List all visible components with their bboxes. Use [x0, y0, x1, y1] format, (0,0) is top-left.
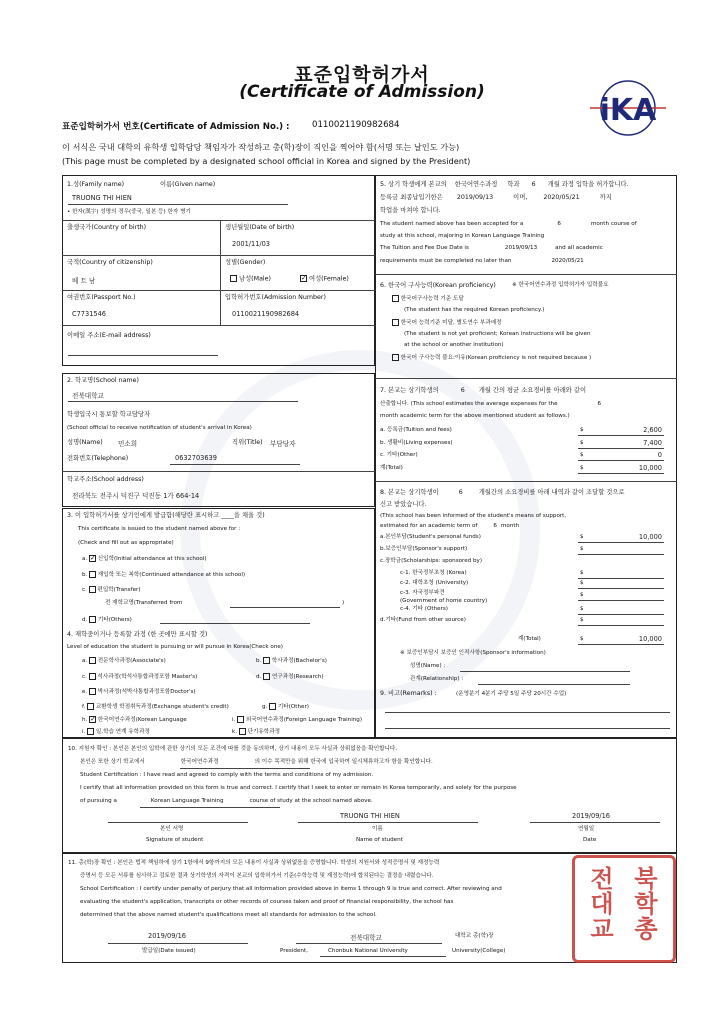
dob-value: 2001/11/03: [232, 240, 271, 248]
s7-other-value: 0: [657, 451, 662, 459]
section-2-box: [62, 373, 375, 507]
male-checkbox: [230, 275, 237, 282]
s7-total-label: 계(Total): [380, 465, 403, 471]
s11-line2: 증명서 등 모든 서류를 심사하고 검토한 결과 상기학생의 자격이 본교의 입학허가서 기준(수학능력 및 재정능력)에 합치된다는 결정을 내렸습니다.: [80, 873, 434, 879]
s8-c3b: (Government of home country): [400, 598, 488, 604]
s10-name-ko: 이름: [372, 826, 383, 832]
s8-sponsor-name: 성명(Name) :: [410, 663, 446, 669]
s4-a-checkbox: [89, 657, 96, 664]
s4-f-checkbox: [87, 703, 94, 710]
gender-label: 성별(Gender): [225, 259, 266, 266]
s8-b-label: b.보증인부담(Sponsor's support): [380, 546, 468, 552]
s11-en3: determined that the above named student's qualifications meet all standards for admission to the school.: [80, 912, 377, 918]
gender-female-option[interactable]: ✓ 여성(Female): [301, 274, 349, 283]
s5-line1: 5. 상기 학생에게 본교의 한국어연수과정 학과 6 개월 과정 입학을 허가합니다.: [380, 181, 629, 188]
s4-sub: Level of education the student is pursuing or will pursue in Korea(Check one): [67, 644, 283, 650]
s6-option-1[interactable]: 한국어구사능력 기준 도달: [392, 295, 464, 303]
s7-total-value: 10,000: [638, 464, 662, 472]
s11-president-en: President,: [280, 948, 308, 954]
s10-name-value: TRUONG THI HIEN: [340, 812, 400, 820]
s6-note: ※ 한국어연수과정 입학허가자 입력불요: [512, 282, 609, 288]
s11-en1: School Certification : I certify under penalty of perjury that all information provided above in items 1 through 9 is true and correct. After reviewing and: [80, 886, 502, 892]
s6-1-checkbox: [392, 295, 399, 302]
s5-line3: 학업을 마쳐야 합니다.: [380, 207, 441, 214]
female-checkbox: ✓: [301, 274, 307, 282]
s8-sponsor-relationship: 관계(Relationship) :: [410, 676, 464, 682]
given-name-label: 이름(Given name): [160, 181, 216, 188]
s8-en2: estimated for an academic term of 6 month: [380, 523, 520, 529]
s3-option-d[interactable]: d. 기타(Others): [82, 617, 132, 623]
citizenship-label: 국적(Country of citizenship): [67, 259, 153, 266]
passport-label: 여권번호(Passport No.): [67, 294, 136, 301]
instruction-ko: 이 서식은 국내 대학의 유학생 입학담당 책임자가 작성하고 총(학)장이 직인을 찍어야 함(서명 또는 날인도 가능): [62, 142, 460, 152]
s10-sig-en: Signature of student: [146, 837, 204, 843]
official-name-value: 민소희: [118, 440, 138, 448]
s4-h-checkbox: ✓: [90, 715, 96, 723]
s8-d-label: d.기타(Fund from other source): [380, 617, 466, 623]
s3-d-checkbox: [89, 616, 96, 623]
s6-heading: 6. 한국어 구사능력(Korean proficiency): [380, 282, 496, 289]
s4-option-h[interactable]: h. ✓ 한국어연수과정(Korean Language: [82, 715, 187, 723]
s4-option-j[interactable]: i. 일,학습 연계 유학과정: [82, 729, 150, 735]
s4-option-c[interactable]: c. 석사과정(학석사통합과정포함 Master's): [82, 674, 198, 680]
s10-date-en: Date: [583, 837, 597, 843]
title-english: (Certificate of Admission): [239, 82, 485, 102]
logo-text: iKA: [599, 93, 657, 128]
s10-en1: Student Certification : I have read and agreed to comply with the terms and conditions of my admission.: [80, 772, 374, 778]
s4-option-f[interactable]: f. 교환학생 학점취득과정(Exchange student's credit): [82, 704, 229, 710]
s11-univ-en: Chonbuk National University: [328, 948, 408, 954]
country-birth-label: 출생국가(Country of birth): [67, 224, 147, 231]
s10-line2: 본인은 또한 상기 학교에서 한국어연수과정 의 이수 목적만을 위해 한국에 입국하여 일시체류하고자 함을 확인합니다.: [80, 759, 433, 765]
official-name-label: 성명(Name): [67, 439, 103, 446]
s11-line1: 11. 총(학)장 확인 : 본인은 법적 책임하에 상기 1항에서 9항까지의 모든 내용이 사실과 상위없음을 증명합니다. 학생의 지원서와 성적증명서 및 재정능력: [68, 860, 440, 866]
s3-transfer-from: 전 재학교명(Transferred from: [105, 600, 183, 606]
hanja-note: • 한자(漢字) 성명의 경우(중국, 일본 등) 한자 병기: [67, 209, 191, 215]
s11-date-label: 발급일(Date issued): [142, 948, 196, 954]
s5-en4: requirements must be completed no later than 2020/05/21: [380, 258, 584, 264]
school-name-value: 전북대학교: [72, 392, 104, 400]
s11-date-value: 2019/09/16: [148, 932, 187, 940]
s9-label: 9. 비고(Remarks) :: [380, 690, 437, 697]
s4-option-k[interactable]: k. 단기유학과정: [232, 729, 280, 735]
s8-c1: c-1. 한국정부초청 (Korea): [400, 570, 467, 576]
s4-g-checkbox: [269, 703, 276, 710]
telephone-label: 전화번호(Telephone): [67, 455, 129, 462]
dob-label: 생년월일(Date of birth): [225, 224, 295, 231]
s7-tuition-label: a. 등록금(Tuition and fees): [380, 427, 452, 433]
ika-logo: [590, 70, 666, 146]
s5-en1: The student named above has been accepted for a 6 month course of: [380, 221, 637, 227]
s10-name-en: Name of student: [356, 837, 403, 843]
s5-en2: study at this school, majoring in Korean Language Training: [380, 233, 545, 239]
s6-option-2-en2: at the school or another institution): [404, 342, 504, 348]
admission-number-label: 입학허가번호(Admission Number): [225, 294, 326, 301]
s3-heading: 3. 이 입학허가서를 상기인에게 발급함(해당란 표시하고 ____을 채울 것): [67, 512, 265, 519]
s4-b-checkbox: [263, 657, 270, 664]
s4-heading: 4. 재학중이거나 등록할 과정 (한 곳에만 표시할 것): [67, 631, 208, 638]
s8-sponsor-note: ※ 보증인부담시 보증인 인적사항(Sponsor's information): [400, 650, 546, 656]
family-name-label: 1.성(Family name): [67, 181, 125, 188]
instruction-en: (This page must be completed by a designated school official in Korea and signed by the President): [62, 156, 471, 166]
s4-option-g[interactable]: g. 기타(Other): [262, 704, 309, 710]
title-korean: 표준입학허가서: [294, 64, 430, 86]
s4-i-checkbox: [237, 716, 244, 723]
s3-sub1: This certificate is issued to the student named above for :: [78, 526, 241, 532]
s8-line2: 신고 받았습니다.: [380, 501, 427, 508]
s6-3-checkbox: [392, 354, 399, 361]
s3-option-a[interactable]: a. ✓ 신입학(Initial attendance at this school): [82, 554, 207, 562]
telephone-value: 0632703639: [175, 454, 217, 462]
s8-c3a: c-3. 자국정부파견: [400, 590, 445, 596]
s4-k-checkbox: [239, 728, 246, 735]
s7-other-label: c. 기타(Other): [380, 452, 418, 458]
s10-en2: I certify that all information provided on this form is true and correct. I certify that I seek to enter or remain in Korea temporarily, and solely for the purpose: [80, 785, 517, 791]
s3-option-c[interactable]: c. 편입학(Transfer): [82, 587, 141, 593]
s8-en1: (This school has been informed of the student's means of support,: [380, 513, 567, 519]
s6-option-3[interactable]: 한국어 구사능력 불요:이유(Korean proficiency is not required because ): [392, 354, 591, 362]
admission-number-value: 0110021190982684: [232, 310, 300, 318]
s7-line2: 산출합니다. (This school estimates the average expenses for the 6: [380, 401, 602, 407]
s9-value: (운영분기 4분기 주당 5일 주당 20시간 수업): [456, 691, 567, 697]
cert-no-value: 0110021190982684: [312, 120, 400, 130]
s8-a-value: 10,000: [638, 533, 662, 541]
s6-2-checkbox: [392, 319, 399, 326]
s3-b-checkbox: [89, 571, 96, 578]
s8-a-label: a.본인부담(Student's personal funds): [380, 534, 481, 540]
s8-total-label: 계(Total): [518, 636, 541, 642]
s10-line1: 10. 지원자 확인 : 본인은 본인의 입학에 관한 상기의 모든 조건에 따를 것을 동의하며, 상기 내용이 모두 사실과 상위없음을 확인합니다.: [68, 746, 398, 752]
official-label: 학생입국시 통보할 학교담당자: [67, 411, 151, 418]
s8-c2: c-2. 대학초청 (University): [400, 580, 469, 586]
s6-option-2[interactable]: 한국어 능력기준 미달, 별도연수 부과예정: [392, 319, 502, 327]
passport-value: C7731546: [72, 310, 106, 318]
s4-option-e[interactable]: e. 박사과정(석박사통합과정포함Doctor's): [82, 689, 196, 695]
s10-en3: of pursuing a Korean Language Training course of study at the school named above.: [80, 798, 373, 804]
s5-en3: The Tuition and Fee Due Date is 2019/09/13 and all academic: [380, 245, 603, 251]
s3-a-checkbox: ✓: [89, 554, 96, 562]
s4-option-b[interactable]: b. 학사과정(Bachelor's): [256, 658, 327, 664]
school-address-label: 학교주소(School address): [67, 476, 144, 483]
s4-e-checkbox: [89, 688, 96, 695]
s6-option-2-en1: (The student is not yet proficient; Korean instructions will be given: [404, 331, 591, 337]
s4-c-checkbox: [89, 673, 96, 680]
s7-living-label: b. 생활비(Living expenses): [380, 440, 453, 446]
s8-c-label: c.장학금(Scholarships: sponsored by): [380, 558, 483, 564]
s11-univ-suffix: University(College): [452, 948, 506, 954]
official-title-value: 부담당자: [270, 440, 296, 448]
s4-option-a[interactable]: a. 전문학사과정(Associate's): [82, 658, 166, 664]
s4-option-i[interactable]: i. 외국어연수과정(Foreign Language Training): [232, 717, 363, 723]
official-label-en: (School official to receive notification of student's arrival in Korea): [67, 425, 252, 431]
s4-option-d[interactable]: d. 연구과정(Research): [256, 674, 324, 680]
s11-univ-ko: 전북대학교: [350, 934, 382, 942]
s3-c-checkbox: [89, 586, 96, 593]
school-address-value: 전라북도 전주시 덕진구 덕진동 1가 664-14: [72, 492, 200, 500]
s10-sig-ko: 본인 서명: [160, 826, 184, 832]
s11-en2: evaluating the student's application, transcripts or other records of courses taken and proof of financial responsibility, the school has: [80, 899, 454, 905]
university-seal-stamp: 전 북 대 학 교 총: [572, 855, 676, 963]
s8-total-value: 10,000: [638, 635, 662, 643]
official-title-label: 직위(Title): [232, 439, 263, 446]
email-label: 이메일 주소(E-mail address): [67, 332, 151, 339]
cert-no-label: 표준입학허가서 번호(Certificate of Admission No.) :: [62, 122, 290, 132]
s7-tuition-value: 2,600: [643, 426, 662, 434]
s5-line2: 등록금 최종납입기한은 2019/09/13 이며, 2020/05/21 까지: [380, 194, 612, 201]
s3-option-b[interactable]: b. 재입학 또는 복학(Continued attendance at this school): [82, 572, 246, 578]
s11-president-ko: 대학교 총(학)장: [455, 933, 494, 939]
s4-d-checkbox: [263, 673, 270, 680]
s8-line1: 8. 본교는 상기학생이 6 개월간의 소요경비를 아래 내역과 같이 조달할 것으로: [380, 489, 625, 496]
s8-c4: c-4. 기타 (Others): [400, 606, 448, 612]
s7-line3: month academic term for the above mentioned student as follows.): [380, 413, 570, 419]
citizenship-value: 베 트 남: [72, 277, 96, 285]
s7-line1: 7. 본교는 상기학생의 6 개월 간의 평균 소요경비를 아래와 같이: [380, 387, 587, 394]
s3-sub2: (Check and fill out as appropriate): [78, 540, 174, 546]
s7-living-value: 7,400: [643, 439, 662, 447]
s4-j-checkbox: [87, 728, 94, 735]
section-10-box: [62, 738, 677, 853]
student-name-value: TRUONG THI HIEN: [72, 194, 132, 202]
school-name-label: 2. 학교명(School name): [67, 377, 139, 384]
s6-option-1-en: (The student has the required Korean proficiency.): [404, 307, 545, 313]
s10-date-value: 2019/09/16: [572, 812, 611, 820]
gender-male-option[interactable]: 남성(Male): [230, 275, 271, 283]
s10-date-ko: 연월일: [578, 826, 595, 832]
